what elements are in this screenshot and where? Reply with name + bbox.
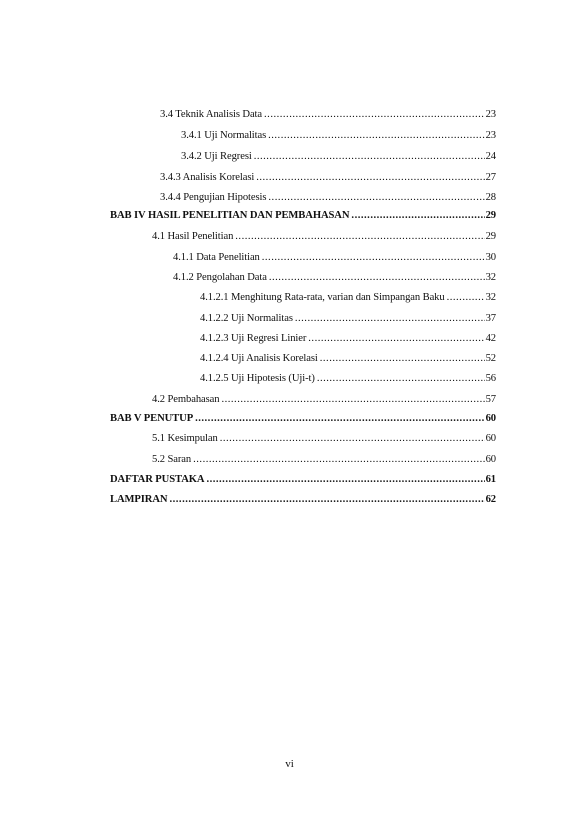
- toc-entry-label: 3.4.3 Analisis Korelasi: [160, 172, 255, 183]
- toc-dot-leader: [269, 271, 485, 285]
- toc-dot-leader: [262, 251, 485, 265]
- toc-dot-leader: [235, 230, 484, 244]
- toc-entry: [110, 493, 496, 507]
- toc-dot-leader: [256, 171, 484, 185]
- toc-entry-label: 4.1.2.1 Menghitung Rata-rata, varian dan Simpangan Baku: [200, 292, 445, 303]
- toc-entry-page: 61: [485, 474, 496, 485]
- toc-entry-label: 4.1.2.4 Uji Analisis Korelasi: [200, 353, 318, 364]
- toc-entry-page: 32: [485, 272, 496, 283]
- toc-dot-leader: [264, 108, 485, 122]
- toc-entry-page: 30: [485, 252, 496, 263]
- toc-entry-label: 3.4 Teknik Analisis Data: [160, 109, 263, 120]
- toc-entry: [152, 230, 496, 244]
- toc-entry-page: 29: [485, 231, 496, 242]
- toc-dot-leader: [221, 393, 484, 407]
- toc-entry-label: BAB IV HASIL PENELITIAN DAN PEMBAHASAN: [110, 210, 350, 221]
- toc-dot-leader: [295, 312, 485, 326]
- toc-dot-leader: [268, 129, 485, 143]
- toc-dot-leader: [169, 493, 484, 507]
- toc-entry-label: 4.1 Hasil Penelitian: [152, 231, 234, 242]
- toc-entry: [181, 150, 496, 164]
- toc-dot-leader: [317, 372, 485, 386]
- toc-dot-leader: [254, 150, 485, 164]
- toc-entry: [200, 291, 496, 305]
- toc-entry-label: 4.1.2.2 Uji Normalitas: [200, 313, 293, 324]
- toc-dot-leader: [320, 352, 485, 366]
- toc-dot-leader: [308, 332, 484, 346]
- toc-entry-page: 52: [485, 353, 496, 364]
- toc-entry-label: 4.2 Pembahasan: [152, 394, 220, 405]
- page-number: vi: [285, 758, 294, 770]
- toc-entry: [110, 473, 496, 487]
- toc-entry: [200, 352, 496, 366]
- toc-entry-page: 24: [485, 151, 496, 162]
- toc-entry: [160, 171, 496, 185]
- toc-entry-label: BAB V PENUTUP: [110, 413, 194, 424]
- toc-entry: [152, 453, 496, 467]
- toc-entry-page: 60: [485, 454, 496, 465]
- toc-entry: [160, 108, 496, 122]
- toc-dot-leader: [193, 453, 484, 467]
- toc-entry-page: 60: [485, 433, 496, 444]
- toc-entry-page: 32: [485, 292, 496, 303]
- toc-entry: [200, 332, 496, 346]
- toc-dot-leader: [220, 432, 485, 446]
- toc-entry-page: 57: [485, 394, 496, 405]
- toc-dot-leader: [195, 412, 485, 426]
- toc-entry-page: 62: [485, 494, 496, 505]
- toc-entry-page: 60: [485, 413, 496, 424]
- toc-entry: [152, 393, 496, 407]
- toc-entry-page: 42: [485, 333, 496, 344]
- toc-entry: [200, 312, 496, 326]
- toc-entry: [110, 209, 496, 223]
- toc-entry-page: 37: [485, 313, 496, 324]
- toc-entry-label: 3.4.4 Pengujian Hipotesis: [160, 192, 267, 203]
- toc-entry: [173, 251, 496, 265]
- toc-entry-page: 23: [485, 109, 496, 120]
- toc-entry-label: 4.1.2.5 Uji Hipotesis (Uji-t): [200, 373, 315, 384]
- toc-entry-page: 28: [485, 192, 496, 203]
- toc-entry-label: 3.4.2 Uji Regresi: [181, 151, 252, 162]
- toc-entry: [200, 372, 496, 386]
- toc-entry-label: DAFTAR PUSTAKA: [110, 474, 205, 485]
- toc-entry: [110, 412, 496, 426]
- toc-entry: [173, 271, 496, 285]
- toc-entry-label: 4.1.2 Pengolahan Data: [173, 272, 267, 283]
- toc-dot-leader: [268, 191, 484, 205]
- toc-entry-page: 29: [485, 210, 496, 221]
- toc-entry: [152, 432, 496, 446]
- toc-dot-leader: [351, 209, 484, 223]
- toc-dot-leader: [206, 473, 484, 487]
- toc-entry: [181, 129, 496, 143]
- toc-entry-label: 5.1 Kesimpulan: [152, 433, 218, 444]
- toc-entry-page: 56: [485, 373, 496, 384]
- toc-entry-page: 23: [485, 130, 496, 141]
- toc-entry: [160, 191, 496, 205]
- toc-entry-label: LAMPIRAN: [110, 494, 168, 505]
- toc-entry-label: 5.2 Saran: [152, 454, 192, 465]
- toc-entry-page: 27: [485, 172, 496, 183]
- toc-entry-label: 4.1.1 Data Penelitian: [173, 252, 260, 263]
- toc-entry-label: 3.4.1 Uji Normalitas: [181, 130, 267, 141]
- toc-entry-label: 4.1.2.3 Uji Regresi Linier: [200, 333, 307, 344]
- toc-dot-leader: [447, 291, 485, 305]
